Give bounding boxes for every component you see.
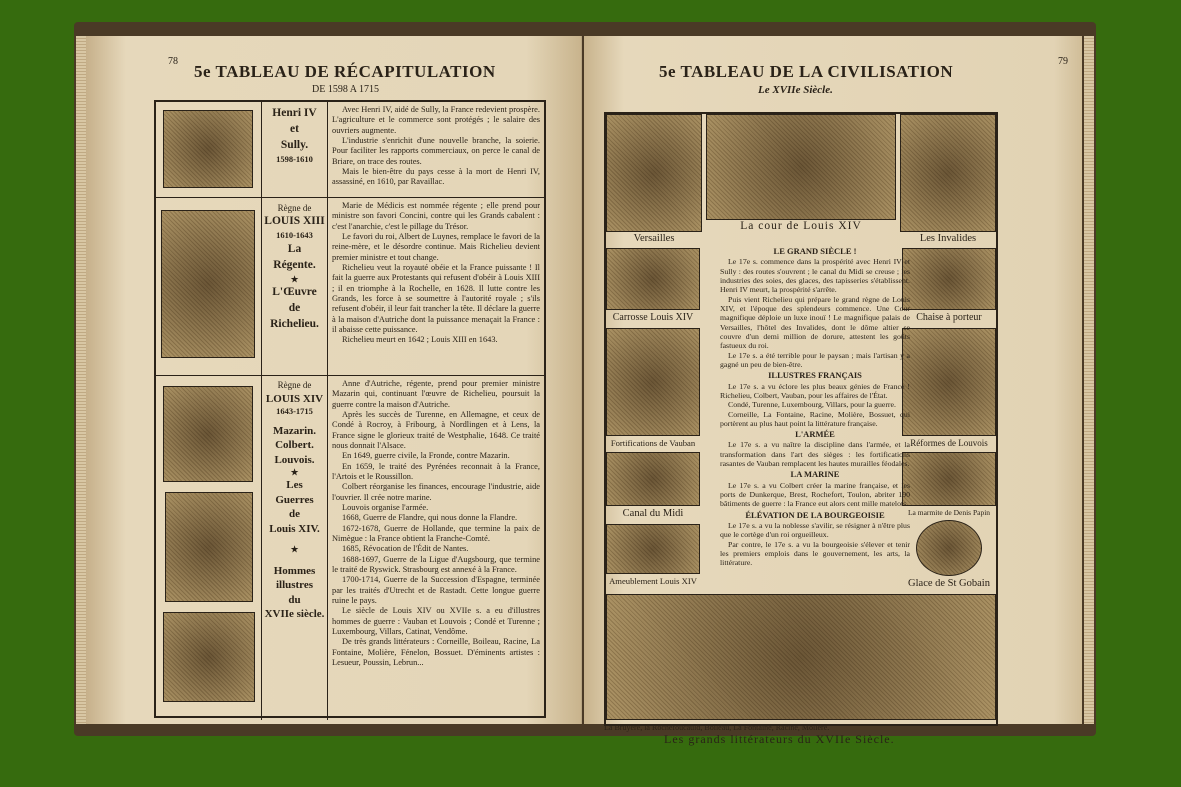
paragraph: Marie de Médicis est nommée régente ; elle prend pour ministre son favori Concini, contre qui les Grands cabalent : c'est l'anarchie, c'est le pillage du Trésor. bbox=[332, 201, 540, 231]
engraving-canal bbox=[606, 452, 700, 506]
page-number-left: 78 bbox=[168, 56, 178, 67]
illustrations-column bbox=[156, 198, 262, 375]
civilisation-plate bbox=[604, 112, 998, 746]
label-line: XVIIe siècle. bbox=[264, 608, 325, 621]
heading-grand-siecle: LE GRAND SIÈCLE ! bbox=[773, 246, 857, 256]
label-line: Mazarin. bbox=[272, 424, 317, 437]
paragraph: Avec Henri IV, aidé de Sully, la France redevient prospère. L'agriculture et le commerce sont protégés ; le salaire des ouvriers augmente. bbox=[332, 105, 540, 135]
caption-glace: Glace de St Gobain bbox=[908, 578, 990, 589]
paragraph: En 1659, le traité des Pyrénées reconnait à la France, l'Artois et le Roussillon. bbox=[332, 461, 540, 481]
label-line: Règne de bbox=[277, 380, 312, 390]
engraving-siege bbox=[163, 612, 255, 702]
paragraph: En 1649, guerre civile, la Fronde, contre Mazarin. bbox=[342, 451, 510, 461]
paragraph: 1672-1678, Guerre de Hollande, que termine la paix de Nimègue : la France obtient la Franche-Comté. bbox=[332, 523, 540, 543]
label-line: Louis XIV. bbox=[269, 522, 320, 535]
left-page-title: 5e TABLEAU DE RÉCAPITULATION bbox=[194, 62, 496, 81]
paragraph: Mais le bien-être du pays cesse à la mort de Henri IV, assassiné, en 1610, par Ravaillac. bbox=[332, 166, 540, 187]
left-page-subtitle: DE 1598 A 1715 bbox=[312, 84, 379, 95]
paragraph: Condé, Turenne, Luxembourg, Villars, pour la guerre. bbox=[728, 400, 896, 410]
page-edge-right bbox=[1084, 36, 1094, 724]
section-text bbox=[328, 376, 544, 720]
section-louis-xiii bbox=[156, 198, 544, 376]
engraving-versailles bbox=[606, 114, 702, 232]
heading-illustres: ILLUSTRES FRANÇAIS bbox=[768, 370, 862, 381]
heading-marine: LA MARINE bbox=[790, 469, 840, 480]
engraving-fortifications bbox=[606, 328, 700, 436]
caption-bottom-title: Les grands littérateurs du XVIIe Siècle. bbox=[664, 732, 895, 746]
caption-canal: Canal du Midi bbox=[622, 508, 684, 519]
engraving-glace bbox=[916, 520, 982, 576]
engraving-invalides bbox=[900, 114, 996, 232]
label-line: de bbox=[289, 508, 300, 521]
left-page bbox=[86, 36, 582, 724]
label-line: et bbox=[290, 122, 299, 135]
page-number-right: 79 bbox=[1058, 56, 1068, 67]
section-label bbox=[262, 376, 328, 720]
paragraph: Après les succès de Turenne, en Allemagne, et ceux de Condé à Rocroy, à Fribourg, à Nordlingen et à Lens, la France signe le glorieux traité de Westphalie, 1648. Ce traité nous donnait l'Alsace. bbox=[332, 409, 540, 450]
label-dates: 1643-1715 bbox=[276, 406, 313, 417]
heading-armee: L'ARMÉE bbox=[795, 429, 835, 440]
section-text bbox=[328, 198, 544, 375]
caption-fortifications: Fortifications de Vauban bbox=[610, 438, 696, 448]
right-page-subtitle: Le XVIIe Siècle. bbox=[758, 84, 833, 96]
caption-marmite: La marmite de Denis Papin bbox=[907, 508, 991, 517]
caption-cour: La cour de Louis XIV bbox=[740, 220, 862, 232]
section-henri-iv bbox=[156, 102, 544, 198]
label-line: LOUIS XIV bbox=[265, 392, 324, 405]
section-label bbox=[262, 198, 328, 375]
paragraph: Le 17e s. a été terrible pour le paysan ; mais l'artisan y a gagné un peu de bien-être. bbox=[720, 350, 910, 369]
engraving-henri-iv-sully bbox=[163, 110, 253, 188]
caption-carrosse: Carrosse Louis XIV bbox=[612, 312, 694, 323]
section-louis-xiv bbox=[156, 376, 544, 720]
label-line: Régente. bbox=[273, 258, 316, 271]
engraving-louis-xiv-horse bbox=[165, 492, 253, 602]
paragraph: 1685, Révocation de l'Édit de Nantes. bbox=[342, 544, 469, 554]
label-line: Henri IV bbox=[272, 107, 317, 119]
paragraph: 1688-1697, Guerre de la Ligue d'Augsbourg, que termine le traité de Ryswick. Strasbourg est annexé à la France. bbox=[332, 554, 540, 574]
paragraph: Anne d'Autriche, régente, prend pour premier ministre Mazarin qui, continuant l'œuvre de Richelieu, poursuit la guerre contre la maison d'Autriche. bbox=[332, 379, 540, 409]
label-dates: 1598-1610 bbox=[276, 153, 313, 164]
engraving-ameublement bbox=[606, 524, 700, 574]
paragraph: Le 17e s. commence dans la prospérité avec Henri IV et Sully : des routes s'ouvrent ; le canal du Midi se creuse ; les industries des soies, des glaces, des tapisseries s'établissent. Henri IV meurt, la prospérité s'arrête. bbox=[720, 257, 910, 295]
page-edge-left bbox=[76, 36, 86, 724]
engraving-litterateurs bbox=[606, 594, 996, 720]
paragraph: Le siècle de Louis XIV ou XVIIe s. a eu d'illustres hommes de guerre : Vauban et Louvois ; Condé et Turenne ; Luxembourg, Villars, Catinat, Vendôme. bbox=[332, 606, 540, 636]
label-line: Richelieu. bbox=[270, 318, 319, 331]
star-separator: ★ bbox=[290, 273, 299, 284]
paragraph: Par contre, le 17e s. a vu la bourgeoisie s'élever et tenir les premiers emplois dans le gouvernement, les arts, la littérature. bbox=[720, 539, 910, 568]
label-line: Louvois. bbox=[274, 453, 315, 466]
illustrations-column bbox=[156, 102, 262, 197]
paragraph: L'industrie s'enrichit d'une nouvelle branche, la soierie. Pour faciliter les rapports commerciaux, on perce le canal de Briare, on trace des routes. bbox=[332, 135, 540, 166]
engraving-cour-louis-xiv bbox=[706, 114, 896, 220]
label-line: Colbert. bbox=[275, 439, 314, 452]
paragraph: Corneille, La Fontaine, Racine, Molière, Bossuet, qui portèrent au plus haut point la littérature française. bbox=[720, 409, 910, 428]
paragraph: Richelieu veut la royauté obéie et la France puissante ! Il fait la guerre aux Protestants qui refusent d'obéir à Louis XIII ; il en triomphe à la Rochelle, en 1628. Il lutte contre les Grands, les force à se soumettre à l'autorité royale ; s'ils refusent d'obéir, il leur fait trancher la tête. Il déclare la guerre à la maison d'Autriche dont la puissance menaçait la France : il abaisse cette puissance. bbox=[332, 262, 540, 334]
engraving-reformes bbox=[902, 328, 996, 436]
label-line: du bbox=[288, 593, 301, 606]
section-text bbox=[328, 102, 544, 197]
right-page-title: 5e TABLEAU DE LA CIVILISATION bbox=[659, 62, 954, 81]
label-line: Les bbox=[286, 479, 303, 492]
label-dates: 1610-1643 bbox=[276, 230, 313, 241]
paragraph: Puis vient Richelieu qui prépare le grand règne de Louis XIV, et l'époque des splendeurs commence. Une Cour magnifique déploie un luxe inouï ! Le magnifique palais de Versailles, l'hôtel des Invalides, dont le dôme altier se couvre d'un demi million de dorure, attestent les goûts fastueux du roi. bbox=[720, 294, 910, 351]
paragraph: Colbert réorganise les finances, encourage l'industrie, aide l'ouvrier. Il crée notre marine. bbox=[332, 482, 540, 502]
caption-invalides: Les Invalides bbox=[919, 233, 977, 244]
civilisation-text bbox=[720, 245, 910, 570]
right-page bbox=[584, 36, 1082, 746]
label-line: de bbox=[288, 302, 301, 315]
label-line: Hommes bbox=[273, 564, 316, 577]
label-line: Sully. bbox=[280, 138, 309, 151]
caption-bottom-names: La Bruyère, la Rochefoucauld, Boileau, La Fontaine, Racine, Molière. bbox=[604, 723, 830, 732]
paragraph: 1700-1714, Guerre de la Succession d'Espagne, terminée par les traités d'Utrecht et de Rastadt. Cette longue guerre ruine le pays. bbox=[332, 575, 540, 605]
paragraph: Le 17e s. a vu la noblesse s'avilir, se résigner à n'être plus que le cortège d'un roi orgueilleux. bbox=[720, 520, 910, 540]
engraving-chaise bbox=[902, 248, 996, 310]
paragraph: Richelieu meurt en 1642 ; Louis XIII en 1643. bbox=[342, 335, 498, 345]
label-line: Guerres bbox=[275, 493, 314, 506]
paragraph: Le 17e s. a vu Colbert créer la marine française, et les ports de Dunkerque, Brest, Rochefort, Toulon, abriter 190 bâtiments de guerre : la France eut alors cent mille matelots. bbox=[720, 480, 910, 509]
label-line: La bbox=[287, 242, 302, 255]
star-separator: ★ bbox=[290, 467, 299, 478]
illustrations-column bbox=[156, 376, 262, 720]
label-line: illustres bbox=[275, 579, 314, 592]
open-book bbox=[74, 22, 1096, 746]
heading-bourgeoisie: ÉLÉVATION DE LA BOURGEOISIE bbox=[745, 509, 885, 520]
label-line: L'Œuvre bbox=[272, 286, 317, 299]
caption-versailles: Versailles bbox=[633, 233, 675, 244]
engraving-carrosse bbox=[606, 248, 700, 310]
paragraph: De très grands littérateurs : Corneille, Boileau, Racine, La Fontaine, Molière, Fénelon, Bossuet. D'éminents artistes : Lesueur, Poussin, Lebrun... bbox=[332, 637, 540, 667]
paragraph: Le 17e s. a vu éclore les plus beaux génies de France ! Richelieu, Colbert, Vauban, pour les affaires de l'État. bbox=[720, 381, 910, 400]
engraving-richelieu bbox=[161, 210, 255, 358]
label-line: LOUIS XIII bbox=[264, 215, 325, 228]
caption-chaise: Chaise à porteur bbox=[916, 312, 982, 323]
paragraph: Louvois organise l'armée. bbox=[342, 502, 429, 512]
engraving-battle bbox=[163, 386, 253, 482]
paragraph: Le 17e s. a vu naître la discipline dans l'armée, et la transformation dans l'art des sièges : les fortifications rasantes de Vauban remplacent les hautes murailles féodales. bbox=[720, 440, 910, 469]
recap-table bbox=[154, 100, 546, 718]
paragraph: Le favori du roi, Albert de Luynes, remplace le favori de la reine-mère, et le désordre continue. Mais Richelieu devient premier ministre et tout change. bbox=[332, 231, 540, 262]
caption-reformes: Réformes de Louvois bbox=[910, 438, 988, 448]
caption-ameublement: Ameublement Louis XIV bbox=[609, 576, 697, 586]
engraving-marmite bbox=[902, 452, 996, 506]
label-line: Règne de bbox=[277, 203, 312, 213]
section-label bbox=[262, 102, 328, 197]
paragraph: 1668, Guerre de Flandre, qui nous donne la Flandre. bbox=[342, 513, 518, 523]
star-separator: ★ bbox=[290, 544, 299, 555]
